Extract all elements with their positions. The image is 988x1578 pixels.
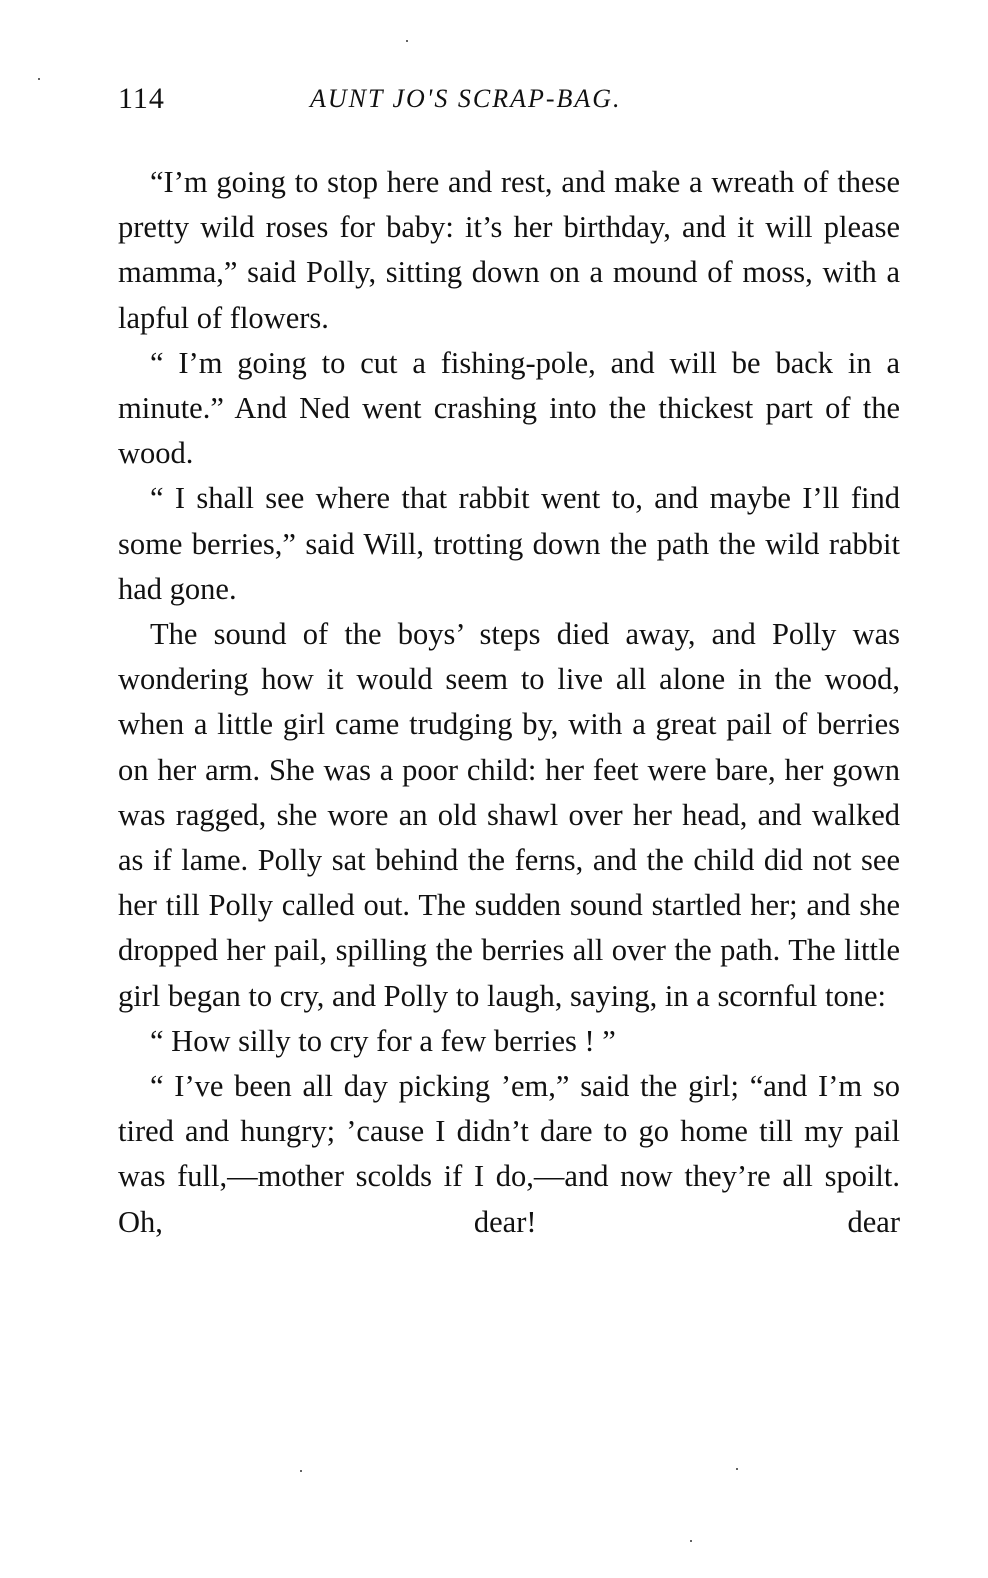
body-text <box>118 160 900 1245</box>
paragraph: The sound of the boys’ steps died away, and Polly was wondering how it would seem to live all alone in the wood, when a little girl came trudging by, with a great pail of berries on her arm. She was a poor child: her feet were bare, her gown was ragged, she wore an old shawl over her head, and walked as if lame. Polly sat behind the ferns, and the child did not see her till Polly called out. The sudden sound startled her; and she dropped her pail, spilling the berries all over the path. The little girl began to cry, and Polly to laugh, saying, in a scornful tone: <box>118 617 900 1013</box>
running-head <box>118 82 900 126</box>
paragraph: “ I’ve been all day picking ’em,” said the girl; “and I’m so tired and hungry; ’cause I didn’t dare to go home till my pail was full,—mother scolds if I do,—and now they’re all spoilt. Oh, dear! dear <box>118 1069 900 1239</box>
paragraph: “ I’m going to cut a fishing-pole, and will be back in a minute.” And Ned went crashing into the thickest part of the wood. <box>118 345 900 471</box>
scan-speck <box>406 40 408 42</box>
running-title: AUNT JO'S SCRAP-BAG. <box>310 84 622 113</box>
scan-speck <box>736 1468 738 1470</box>
scan-speck <box>38 78 40 80</box>
scan-speck <box>690 1540 692 1542</box>
paragraph: “ I shall see where that rabbit went to, and maybe I’ll find some berries,” said Will, trotting down the path the wild rabbit had gone. <box>118 481 900 606</box>
paragraph: “ How silly to cry for a few berries ! ” <box>150 1023 616 1058</box>
paragraph: “I’m going to stop here and rest, and make a wreath of these pretty wild roses for baby: it’s her birthday, and it will please mamma,” said Polly, sitting down on a mound of moss, with a lapful of flowers. <box>118 165 900 335</box>
page-number: 114 <box>118 82 165 115</box>
scan-speck <box>300 1470 302 1472</box>
